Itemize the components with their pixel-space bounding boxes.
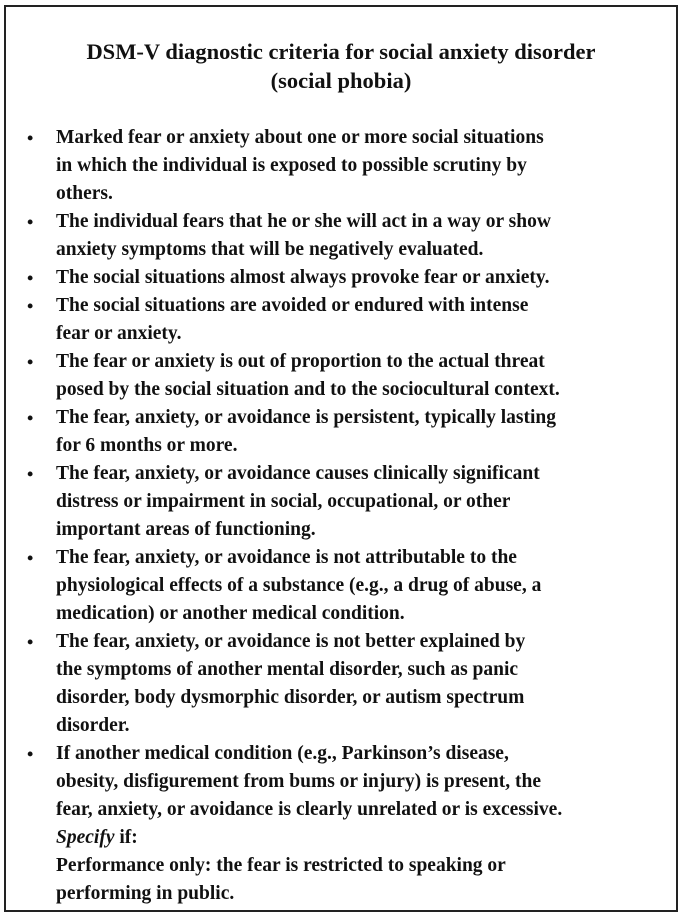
bullet-icon: •	[27, 296, 34, 316]
bullet-icon: •	[27, 464, 34, 484]
title-line-1: DSM-V diagnostic criteria for social anxiety disorder	[86, 39, 596, 64]
criterion-line: The social situations almost always provoke fear or anxiety.	[56, 267, 550, 288]
criterion-line: in which the individual is exposed to possible scrutiny by	[56, 155, 527, 176]
bullet-icon: •	[27, 128, 34, 148]
criterion-line: for 6 months or more.	[56, 435, 238, 456]
document-title	[6, 37, 676, 95]
criterion-line: physiological effects of a substance (e.g., a drug of abuse, a	[56, 575, 542, 596]
criterion-item	[6, 292, 676, 348]
criterion-item	[6, 544, 676, 628]
criteria-list	[6, 124, 676, 908]
criterion-line: The fear, anxiety, or avoidance causes clinically significant	[56, 463, 540, 484]
criterion-line: medication) or another medical condition.	[56, 603, 405, 624]
bullet-icon: •	[27, 632, 34, 652]
bullet-icon: •	[27, 548, 34, 568]
specify-label: Specify	[56, 827, 115, 848]
criterion-line: distress or impairment in social, occupational, or other	[56, 491, 511, 512]
criterion-line: obesity, disfigurement from bums or injury) is present, the	[56, 771, 541, 792]
criterion-item	[6, 628, 676, 740]
criterion-line: posed by the social situation and to the sociocultural context.	[56, 379, 560, 400]
criterion-line: important areas of functioning.	[56, 519, 316, 540]
criterion-item	[6, 124, 676, 208]
criterion-line: the symptoms of another mental disorder, such as panic	[56, 659, 519, 680]
criterion-line: The individual fears that he or she will act in a way or show	[56, 211, 551, 232]
bullet-icon: •	[27, 212, 34, 232]
criterion-item	[6, 740, 676, 908]
criteria-box	[4, 5, 678, 912]
criterion-item	[6, 460, 676, 544]
criterion-line: fear, anxiety, or avoidance is clearly unrelated or is excessive.	[56, 799, 563, 820]
criterion-item	[6, 348, 676, 404]
criterion-line: anxiety symptoms that will be negatively evaluated.	[56, 239, 484, 260]
bullet-icon: •	[27, 408, 34, 428]
specify-suffix: if:	[114, 827, 138, 848]
performance-specifier-line: performing in public.	[56, 883, 235, 904]
criterion-line: The fear or anxiety is out of proportion to the actual threat	[56, 351, 545, 372]
criterion-line: disorder, body dysmorphic disorder, or autism spectrum	[56, 687, 525, 708]
criterion-line: If another medical condition (e.g., Parkinson’s disease,	[56, 743, 509, 764]
criterion-item	[6, 208, 676, 264]
bullet-icon: •	[27, 744, 34, 764]
criterion-line: others.	[56, 183, 113, 204]
criterion-line: Marked fear or anxiety about one or more social situations	[56, 127, 544, 148]
criterion-item	[6, 264, 676, 292]
criterion-line: The fear, anxiety, or avoidance is not better explained by	[56, 631, 526, 652]
specify-line	[56, 824, 670, 852]
criterion-line: The social situations are avoided or endured with intense	[56, 295, 529, 316]
criterion-item	[6, 404, 676, 460]
criterion-line: fear or anxiety.	[56, 323, 182, 344]
criterion-line: The fear, anxiety, or avoidance is persistent, typically lasting	[56, 407, 556, 428]
criterion-line: The fear, anxiety, or avoidance is not attributable to the	[56, 547, 517, 568]
bullet-icon: •	[27, 352, 34, 372]
bullet-icon: •	[27, 268, 34, 288]
performance-specifier-line: Performance only: the fear is restricted to speaking or	[56, 855, 506, 876]
criterion-line: disorder.	[56, 715, 130, 736]
title-line-2: (social phobia)	[270, 68, 412, 93]
